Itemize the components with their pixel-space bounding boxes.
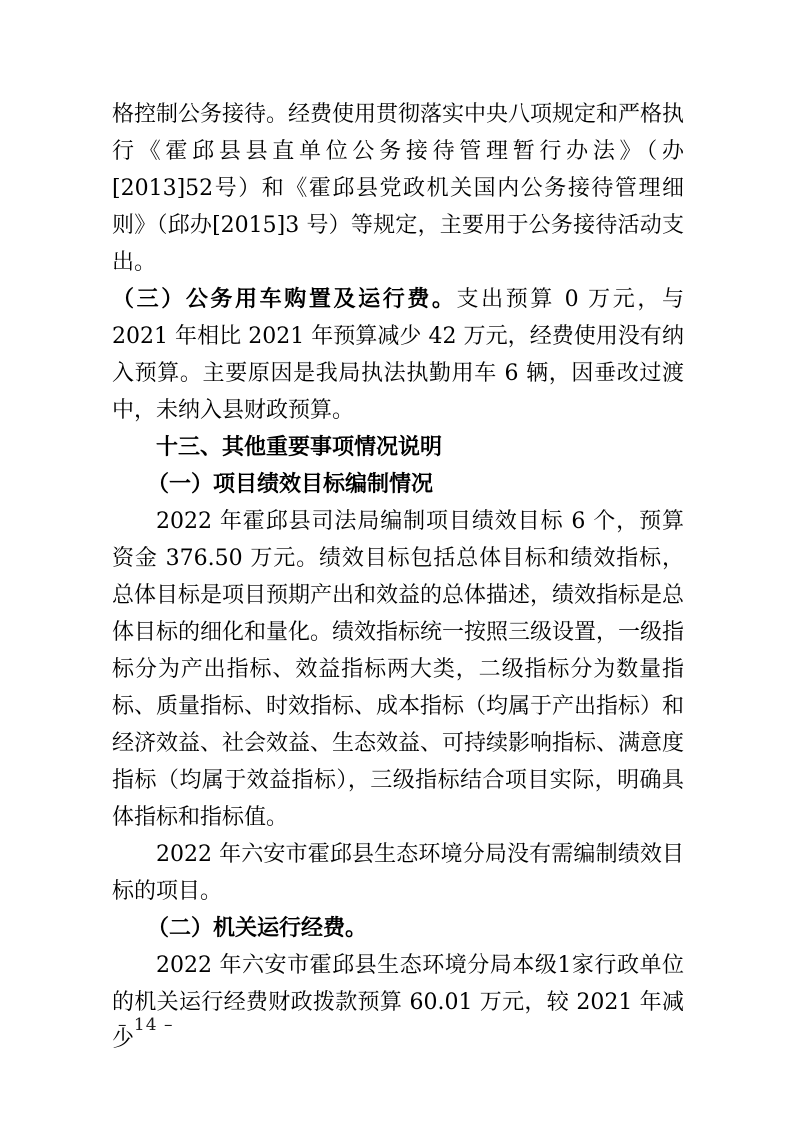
heading-subsection-one-performance-targets: （一）项目绩效目标编制情况: [147, 472, 434, 497]
document-body: [112, 96, 684, 1058]
paragraph-vehicle-purchase-lead: （三）公务用车购置及运行费。: [112, 287, 457, 312]
paragraph-vehicle-purchase: [112, 281, 684, 429]
paragraph-vehicle-purchase-body: 支出预算 0 万元，与 2021 年相比 2021 年预算减少 42 万元，经费使用没有纳入预算。主要原因是我局执法执勤用车 6 辆，因垂改过渡中，未纳入县财政预算。: [112, 287, 684, 423]
paragraph-official-reception: 格控制公务接待。经费使用贯彻落实中央八项规定和严格执行《霍邱县县直单位公务接待管理暂行办法》（办[2013]52号）和《霍邱县党政机关国内公务接待管理细则》（邱办[2015]3 号）等规定，主要用于公务接待活动支出。: [112, 102, 685, 275]
heading-subsection-two-operating-funds: （二）机关运行经费。: [147, 916, 368, 941]
heading-section-thirteen: 十三、其他重要事项情况说明: [156, 435, 443, 460]
paragraph-no-performance-target-projects: 2022 年六安市霍邱县生态环境分局没有需编制绩效目标的项目。: [112, 842, 684, 904]
paragraph-operating-funds-details: 2022 年六安市霍邱县生态环境分局本级1家行政单位的机关运行经费财政拨款预算 60.01 万元，较 2021 年减少: [112, 953, 684, 1052]
paragraph-performance-target-details: 2022 年霍邱县司法局编制项目绩效目标 6 个，预算资金 376.50 万元。绩效目标包括总体目标和绩效指标，总体目标是项目预期产出和效益的总体描述，绩效指标是总体目标的细化和量化。绩效指标统一按照三级设置，一级指标分为产出指标、效益指标两大类，二级指标分为数量指标、质量指标、时效指标、成本指标（均属于产出指标）和经济效益、社会效益、生态效益、可持续影响指标、满意度指标（均属于效益指标），三级指标结合项目实际，明确具体指标和指标值。: [112, 509, 685, 830]
page-number: – 14 –: [118, 1015, 174, 1035]
